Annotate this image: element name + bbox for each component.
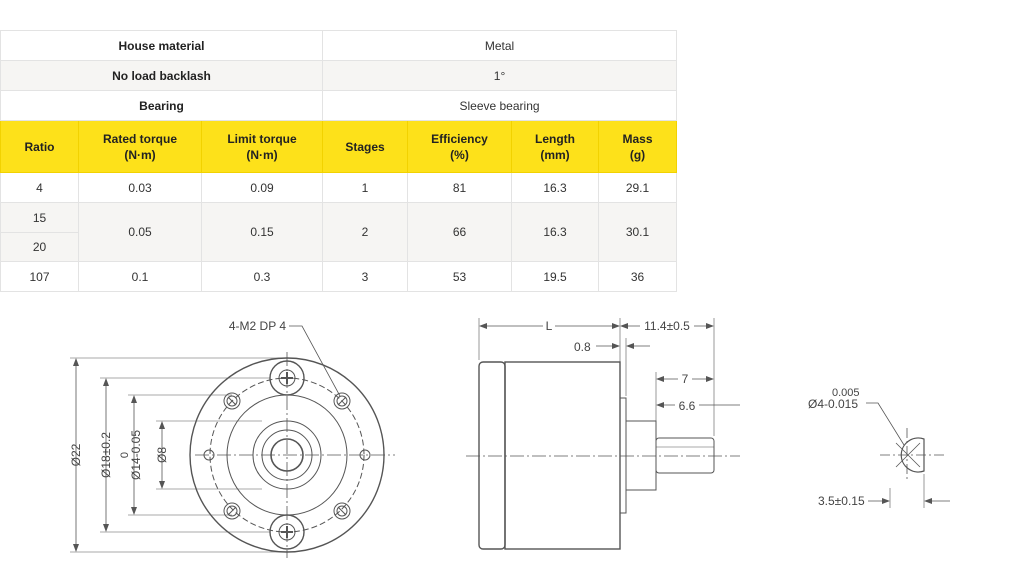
gap-label: 0.8 [574,340,591,354]
cell-mass: 30.1 [599,203,677,262]
dia-bolt-label: Ø18±0.2 [99,432,113,478]
info-row-backlash [1,61,677,91]
info-label: Bearing [1,91,323,121]
cell-rated-torque: 0.1 [79,262,202,292]
cell-mass: 29.1 [599,173,677,203]
dia-boss-label: Ø8 [155,446,169,464]
header-ratio: Ratio [1,121,79,173]
shaft-seven-label: 7 [681,372,689,386]
section-labels [808,387,865,508]
screw-head [270,361,304,395]
cell-efficiency: 53 [408,262,512,292]
table-row [1,203,677,233]
cell-ratio: 107 [1,262,79,292]
hole-callout: 4-M2 DP 4 [228,319,286,333]
section-arrows [882,498,932,504]
header-stages: Stages [323,121,408,173]
cell-rated-torque: 0.03 [79,173,202,203]
side-view [466,318,740,549]
shaft-flat-label: 6.6 [678,399,696,413]
info-value: Sleeve bearing [323,91,677,121]
cell-length: 16.3 [512,203,599,262]
info-label: No load backlash [1,61,323,91]
technical-drawing [0,300,1012,586]
shaft-tol-upper-label: 0.005 [832,387,860,399]
cell-efficiency: 66 [408,203,512,262]
cell-ratio: 20 [1,233,79,262]
info-row-house-material [1,31,677,61]
front-labels [69,319,286,480]
cell-rated-torque: 0.05 [79,203,202,262]
m2-hole [224,393,240,409]
info-row-bearing [1,91,677,121]
m2-hole [334,393,350,409]
cell-limit-torque: 0.09 [202,173,323,203]
header-efficiency: Efficiency (%) [408,121,512,173]
cell-ratio: 4 [1,173,79,203]
cell-efficiency: 81 [408,173,512,203]
cell-stages: 2 [323,203,408,262]
front-view [70,326,395,558]
header-mass: Mass (g) [599,121,677,173]
m2-hole [224,503,240,519]
header-length: Length (mm) [512,121,599,173]
cell-stages: 3 [323,262,408,292]
info-label: House material [1,31,323,61]
cell-length: 19.5 [512,262,599,292]
spec-table [0,30,677,292]
screw-head [270,515,304,549]
table-row [1,262,677,292]
cell-ratio: 15 [1,203,79,233]
cell-limit-torque: 0.3 [202,262,323,292]
shaft-length-label: 11.4±0.5 [644,319,690,333]
cell-limit-torque: 0.15 [202,203,323,262]
dia-pilot-label: Ø14-0.05 [129,429,143,481]
flat-depth-label: 3.5±0.15 [818,494,865,508]
length-label-text: L [545,319,553,333]
cell-stages: 1 [323,173,408,203]
table-row [1,173,677,203]
header-rated-torque: Rated torque (N·m) [79,121,202,173]
shaft-dia-label: Ø4-0.015 [808,397,859,411]
info-value: 1° [323,61,677,91]
side-arrows [479,323,714,408]
info-value: Metal [323,31,677,61]
side-labels [543,318,699,413]
dia-pilot-tol-label: 0 [119,451,131,459]
dia-outer-label: Ø22 [69,443,83,467]
cell-mass: 36 [599,262,677,292]
table-header-row [1,121,677,173]
m2-hole [334,503,350,519]
shaft-section-view [866,403,950,508]
cell-length: 16.3 [512,173,599,203]
header-limit-torque: Limit torque (N·m) [202,121,323,173]
